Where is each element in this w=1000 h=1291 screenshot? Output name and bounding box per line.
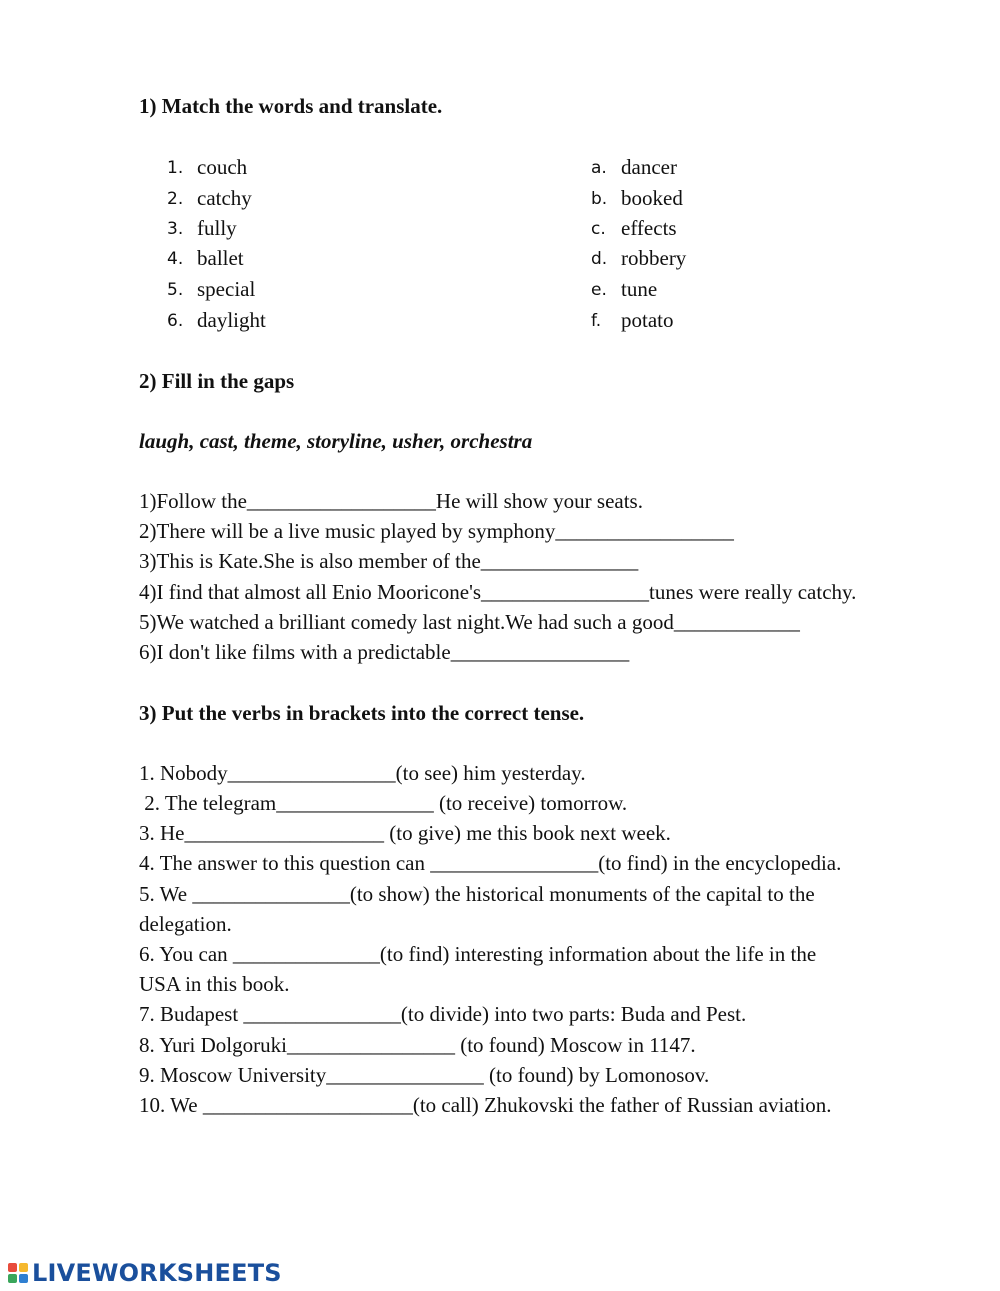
match-left-word: daylight xyxy=(197,308,266,332)
logo-square xyxy=(8,1263,17,1272)
logo-square xyxy=(19,1263,28,1272)
tense-line-4: 4. The answer to this question can ________________(to find) in the encyclopedia. xyxy=(139,851,842,875)
tense-line-5-continued: delegation. xyxy=(139,912,232,936)
match-right-letter: f. xyxy=(591,311,602,331)
tense-line-2: 2. The telegram_______________ (to receive) tomorrow. xyxy=(139,791,628,815)
tense-line-9: 9. Moscow University_______________ (to found) by Lomonosov. xyxy=(139,1063,710,1087)
match-right-word: dancer xyxy=(621,155,677,179)
match-right-letter: c. xyxy=(591,219,606,239)
match-right-word: effects xyxy=(621,216,677,240)
logo-square xyxy=(19,1274,28,1283)
match-left-number: 6. xyxy=(167,311,184,331)
match-left-word: couch xyxy=(197,155,248,179)
tense-line-7: 7. Budapest _______________(to divide) into two parts: Buda and Pest. xyxy=(139,1002,747,1026)
fill-gap-sentence-4: 4)I find that almost all Enio Mooricone's________________tunes were really catchy. xyxy=(139,580,857,604)
tense-line-1: 1. Nobody________________(to see) him yesterday. xyxy=(139,761,586,785)
tense-line-6-continued: USA in this book. xyxy=(139,972,290,996)
fill-gap-sentence-1: 1)Follow the__________________He will show your seats. xyxy=(139,489,643,513)
fill-gap-sentence-2: 2)There will be a live music played by symphony_________________ xyxy=(139,519,734,543)
match-right-letter: b. xyxy=(591,189,608,209)
match-left-number: 2. xyxy=(167,189,184,209)
match-left-number: 1. xyxy=(167,158,184,178)
fill-gap-sentence-6: 6)I don't like films with a predictable_________________ xyxy=(139,640,630,664)
section1-heading: 1) Match the words and translate. xyxy=(139,94,443,118)
liveworksheets-logo xyxy=(8,1259,282,1287)
match-right-letter: d. xyxy=(591,249,608,269)
match-left-word: special xyxy=(197,277,256,301)
word-bank: laugh, cast, theme, storyline, usher, orchestra xyxy=(139,429,533,453)
match-right-word: booked xyxy=(621,186,683,210)
tense-line-10: 10. We ____________________(to call) Zhukovski the father of Russian aviation. xyxy=(139,1093,832,1117)
section3-heading: 3) Put the verbs in brackets into the correct tense. xyxy=(139,701,585,725)
logo-mark-icon xyxy=(8,1263,28,1283)
match-left-word: ballet xyxy=(197,246,244,270)
match-right-letter: e. xyxy=(591,280,607,300)
match-right-word: tune xyxy=(621,277,658,301)
tense-line-3: 3. He___________________ (to give) me this book next week. xyxy=(139,821,671,845)
section2-heading: 2) Fill in the gaps xyxy=(139,369,295,393)
match-left-number: 3. xyxy=(167,219,184,239)
tense-line-6: 6. You can ______________(to find) interesting information about the life in the xyxy=(139,942,817,966)
match-left-word: fully xyxy=(197,216,237,240)
logo-text: LIVEWORKSHEETS xyxy=(32,1259,282,1287)
logo-square xyxy=(8,1274,17,1283)
match-left-word: catchy xyxy=(197,186,252,210)
match-left-number: 5. xyxy=(167,280,184,300)
tense-line-5: 5. We _______________(to show) the historical monuments of the capital to the xyxy=(139,882,815,906)
match-left-number: 4. xyxy=(167,249,184,269)
fill-gap-sentence-5: 5)We watched a brilliant comedy last night.We had such a good____________ xyxy=(139,610,800,634)
match-right-word: robbery xyxy=(621,246,687,270)
fill-gap-sentence-3: 3)This is Kate.She is also member of the_______________ xyxy=(139,549,639,573)
match-right-word: potato xyxy=(621,308,674,332)
match-right-letter: a. xyxy=(591,158,607,178)
tense-line-8: 8. Yuri Dolgoruki________________ (to found) Moscow in 1147. xyxy=(139,1033,696,1057)
